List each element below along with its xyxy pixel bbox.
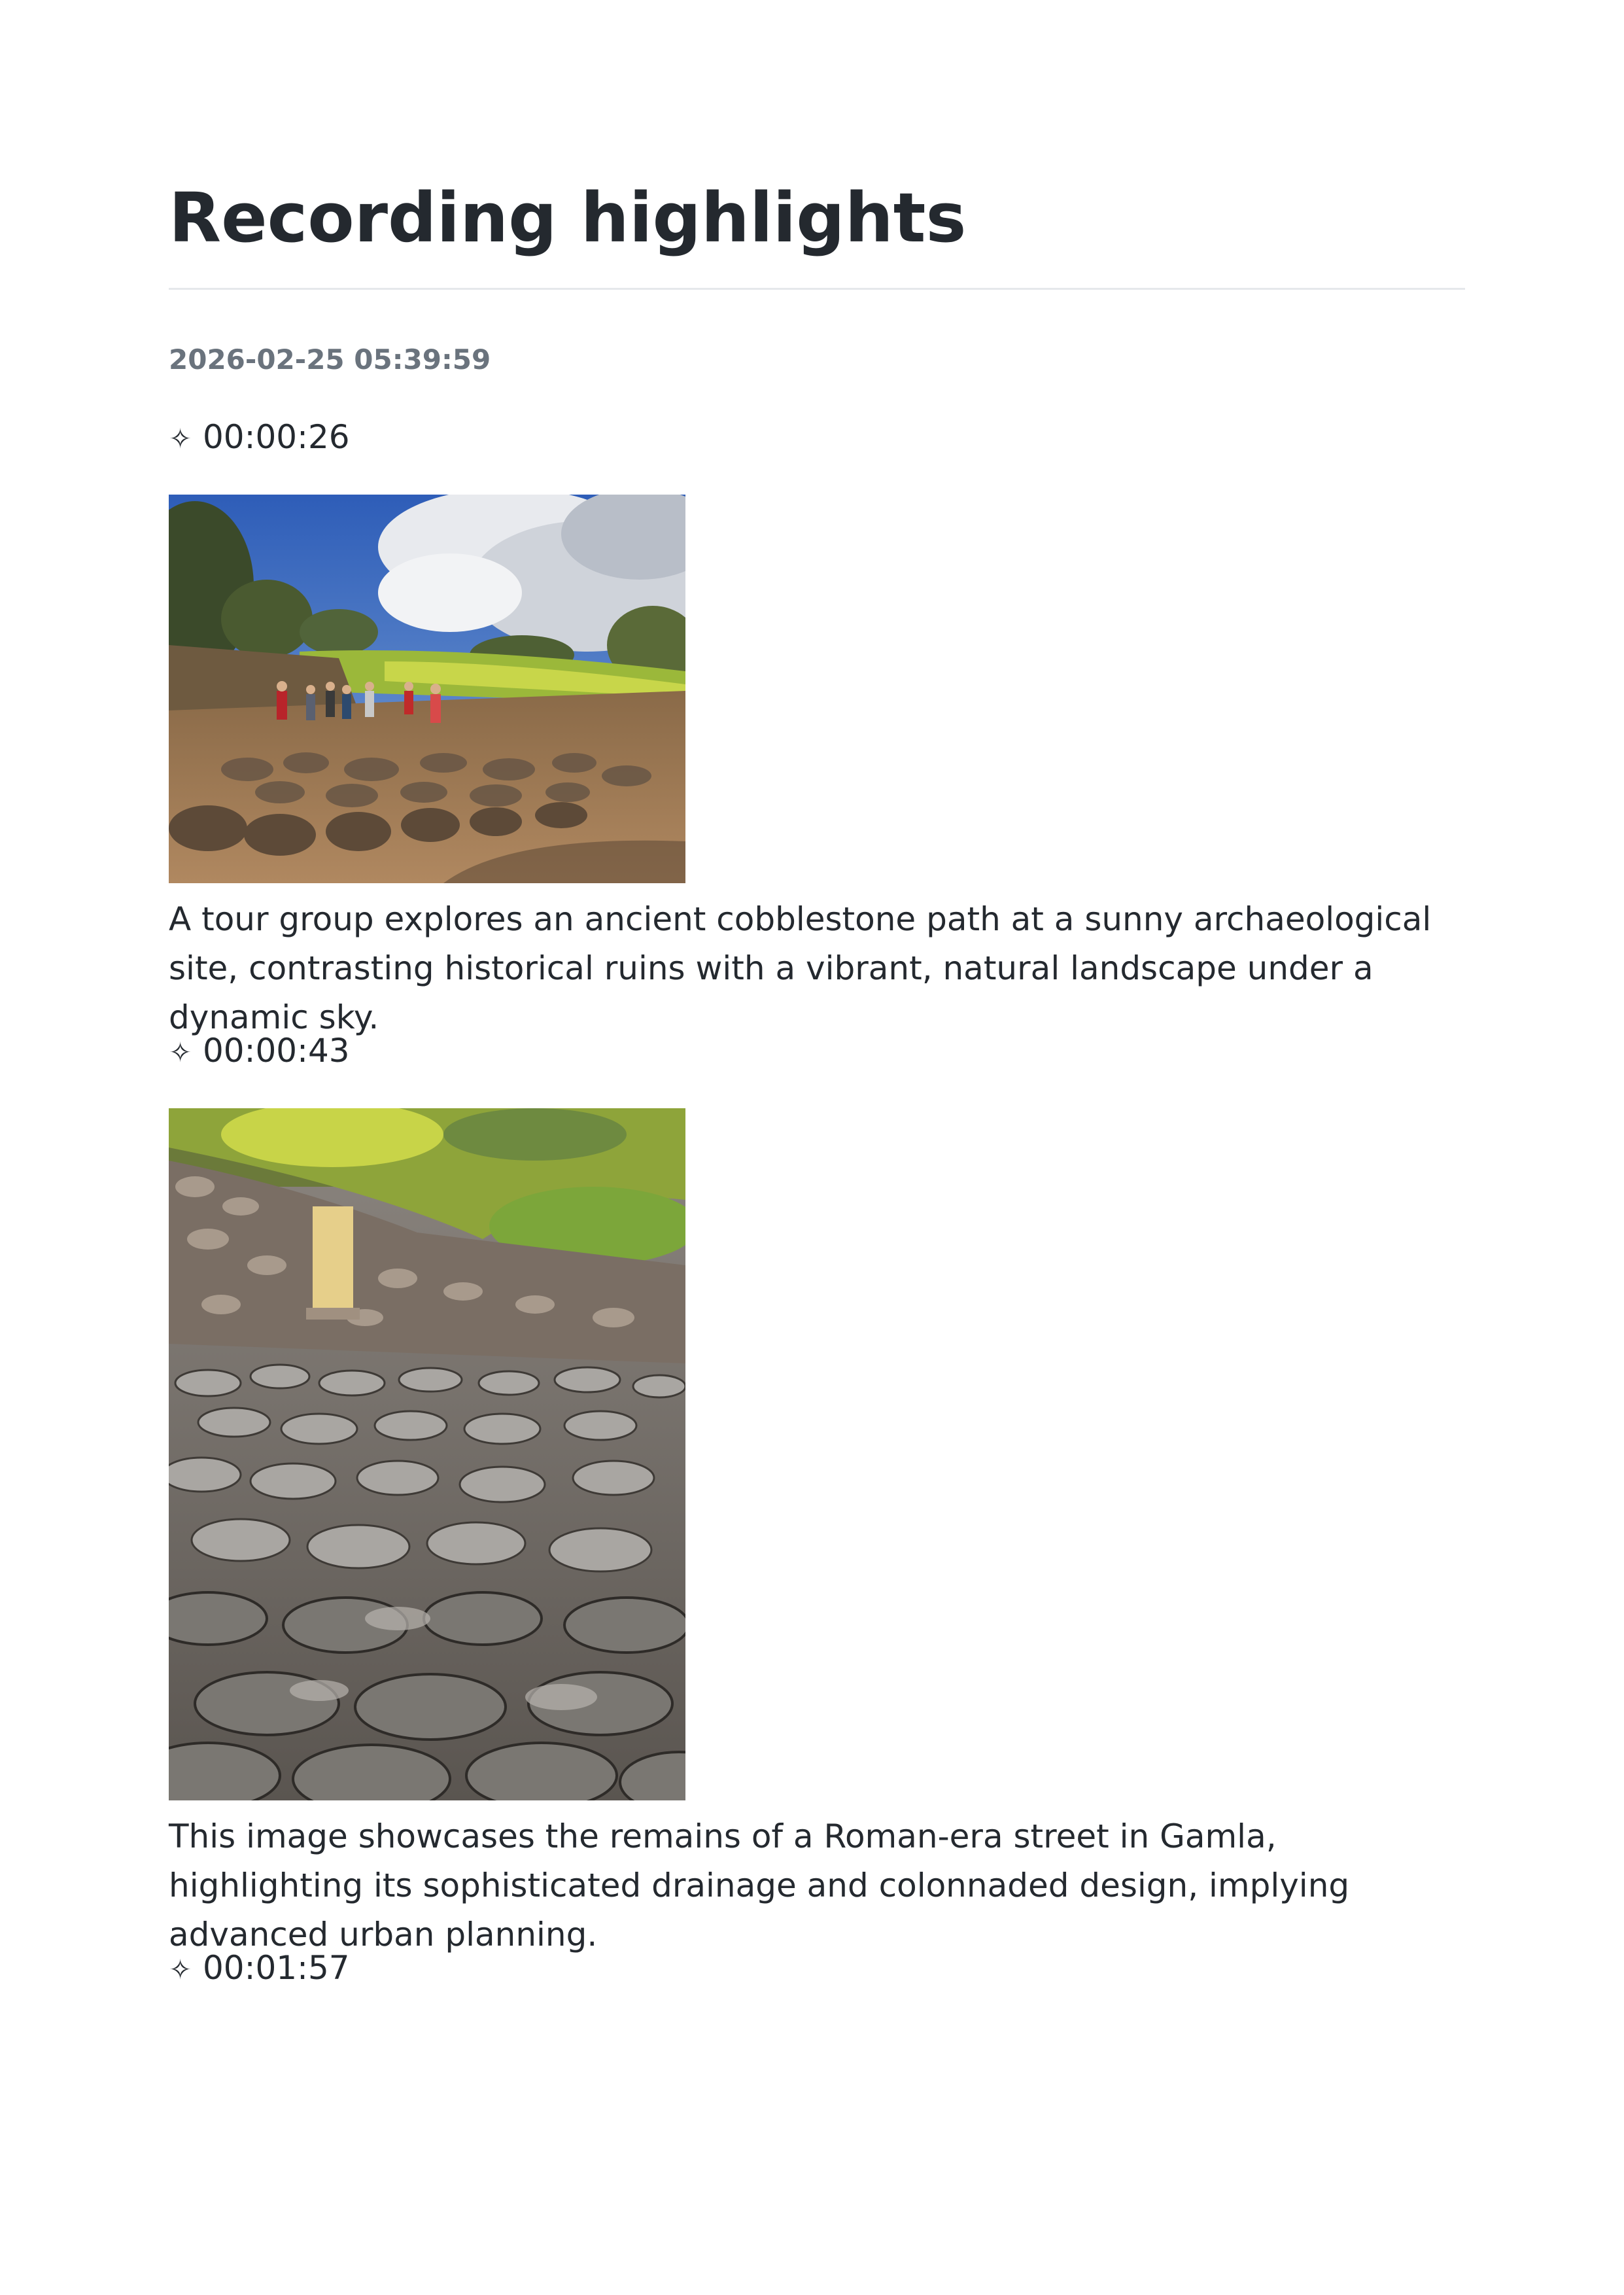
sparkle-icon: ✧ bbox=[169, 1953, 192, 1986]
title-divider bbox=[169, 288, 1465, 290]
timestamp-text: 00:00:26 bbox=[203, 418, 350, 456]
highlight-timestamp bbox=[169, 416, 350, 460]
sparkle-icon: ✧ bbox=[169, 1036, 192, 1068]
recording-date: 2026-02-25 05:39:59 bbox=[169, 343, 491, 376]
timestamp-text: 00:01:57 bbox=[203, 1949, 350, 1987]
highlight-timestamp bbox=[169, 1030, 350, 1074]
highlight-timestamp bbox=[169, 1947, 350, 1991]
highlight-photo-roman-street bbox=[169, 1108, 685, 1800]
highlight-photo-tour-group bbox=[169, 495, 685, 883]
sparkle-icon: ✧ bbox=[169, 423, 192, 455]
highlight-caption: This image showcases the remains of a Roman-era street in Gamla, highlighting its sophisticated drainage and colonnaded design, implying advanced urban planning. bbox=[169, 1817, 1350, 1953]
highlight-caption: A tour group explores an ancient cobblestone path at a sunny archaeological site, contrasting historical ruins with a vibrant, natural landscape under a dynamic sky. bbox=[169, 900, 1432, 1036]
timestamp-text: 00:00:43 bbox=[203, 1032, 350, 1070]
page-title: Recording highlights bbox=[169, 178, 967, 258]
